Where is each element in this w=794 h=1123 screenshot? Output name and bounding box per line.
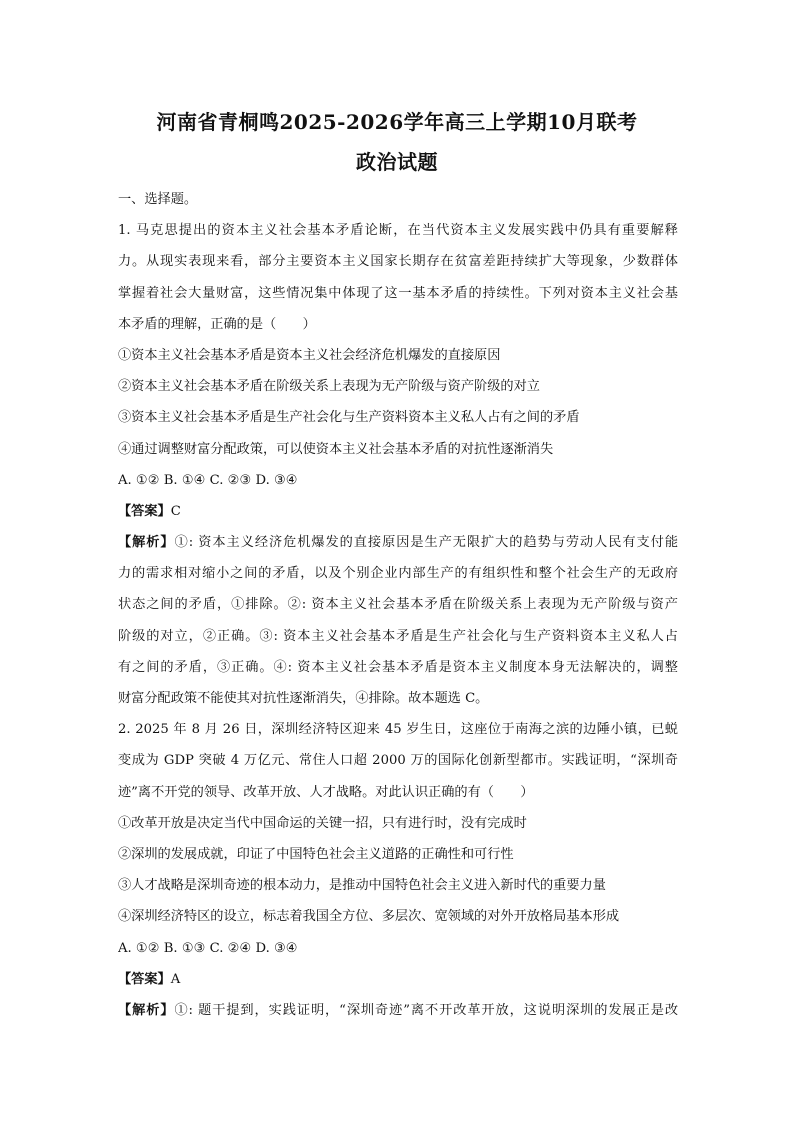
answer-label: 【答案】 (118, 503, 171, 519)
analysis-label: 【解析】 (118, 535, 175, 551)
answer-value: A (170, 971, 181, 987)
analysis-line: 状态之间的矛盾，①排除。②: 资本主义社会基本矛盾在阶级关系上表现为无产阶级与资产 (118, 597, 678, 613)
question-2 (118, 714, 678, 1026)
question-stem-line: 本矛盾的理解，正确的是（ ） (118, 316, 316, 332)
answer-value: C (170, 503, 181, 519)
question-option: ③资本主义社会基本矛盾是生产社会化与生产资料资本主义私人占有之间的矛盾 (118, 410, 580, 426)
analysis-line: 财富分配政策不能使其对抗性逐渐消失，④排除。故本题选 C。 (118, 691, 489, 706)
section-heading: 一、选择题。 (118, 192, 198, 207)
document-body (118, 184, 678, 1026)
answer-label: 【答案】 (118, 971, 171, 987)
question-option: ④通过调整财富分配政策，可以使资本主义社会基本矛盾的对抗性逐渐消失 (118, 441, 554, 457)
question-stem-line: 掌握着社会大量财富，这些情况集中体现了这一基本矛盾的持续性。下列对资本主义社会基 (118, 285, 678, 301)
answer-line (118, 964, 678, 995)
analysis-line: 有之间的矛盾，③正确。④: 资本主义社会基本矛盾是资本主义制度本身无法解决的，调整 (118, 659, 678, 675)
question-option: ③人才战略是深圳奇迹的根本动力，是推动中国特色社会主义进入新时代的重要力量 (118, 878, 606, 894)
question-1 (118, 215, 678, 714)
question-option: ④深圳经济特区的设立，标志着我国全方位、多层次、宽领域的对外开放格局基本形成 (118, 909, 620, 925)
question-choices: A. ①② B. ①③ C. ②④ D. ③④ (118, 940, 298, 956)
answer-line (118, 496, 678, 527)
question-option: ①改革开放是决定当代中国命运的关键一招，只有进行时，没有完成时 (118, 815, 527, 831)
question-stem-line: 变成为 GDP 突破 4 万亿元、常住人口超 2000 万的国际化创新型都市。实践证明，“深圳奇 (118, 753, 678, 769)
question-option: ①资本主义社会基本矛盾是资本主义社会经济危机爆发的直接原因 (118, 347, 501, 363)
analysis-line (118, 527, 678, 558)
analysis-text: ①: 资本主义经济危机爆发的直接原因是生产无限扩大的趋势与劳动人民有支付能 (174, 535, 678, 551)
analysis-text: ①: 题干提到，实践证明，“深圳奇迹”离不开改革开放，这说明深圳的发展正是改 (174, 1002, 678, 1018)
analysis-line: 阶级的对立，②正确。③: 资本主义社会基本矛盾是生产社会化与生产资料资本主义私人占 (118, 628, 678, 644)
document-title: 河南省青桐鸣2025-2026学年高三上学期10月联考 (156, 110, 638, 134)
document-subtitle: 政治试题 (356, 150, 438, 174)
question-stem-line: 1. 马克思提出的资本主义社会基本矛盾论断，在当代资本主义发展实践中仍具有重要解释 (118, 223, 678, 239)
analysis-line (118, 995, 678, 1026)
question-stem-line: 力。从现实表现来看，部分主要资本主义国家长期存在贫富差距持续扩大等现象，少数群体 (118, 254, 678, 270)
analysis-label: 【解析】 (118, 1002, 175, 1018)
question-stem-line: 迹”离不开党的领导、改革开放、人才战略。对此认识正确的有（ ） (118, 784, 534, 800)
question-stem-line: 2. 2025 年 8 月 26 日，深圳经济特区迎来 45 岁生日，这座位于南海之滨的边陲小镇，已蜕 (118, 722, 678, 738)
analysis-line: 力的需求相对缩小之间的矛盾，以及个别企业内部生产的有组织性和整个社会生产的无政府 (118, 566, 678, 582)
question-option: ②资本主义社会基本矛盾在阶级关系上表现为无产阶级与资产阶级的对立 (118, 379, 540, 395)
question-choices: A. ①② B. ①④ C. ②③ D. ③④ (118, 472, 298, 488)
question-option: ②深圳的发展成就，印证了中国特色社会主义道路的正确性和可行性 (118, 846, 514, 862)
